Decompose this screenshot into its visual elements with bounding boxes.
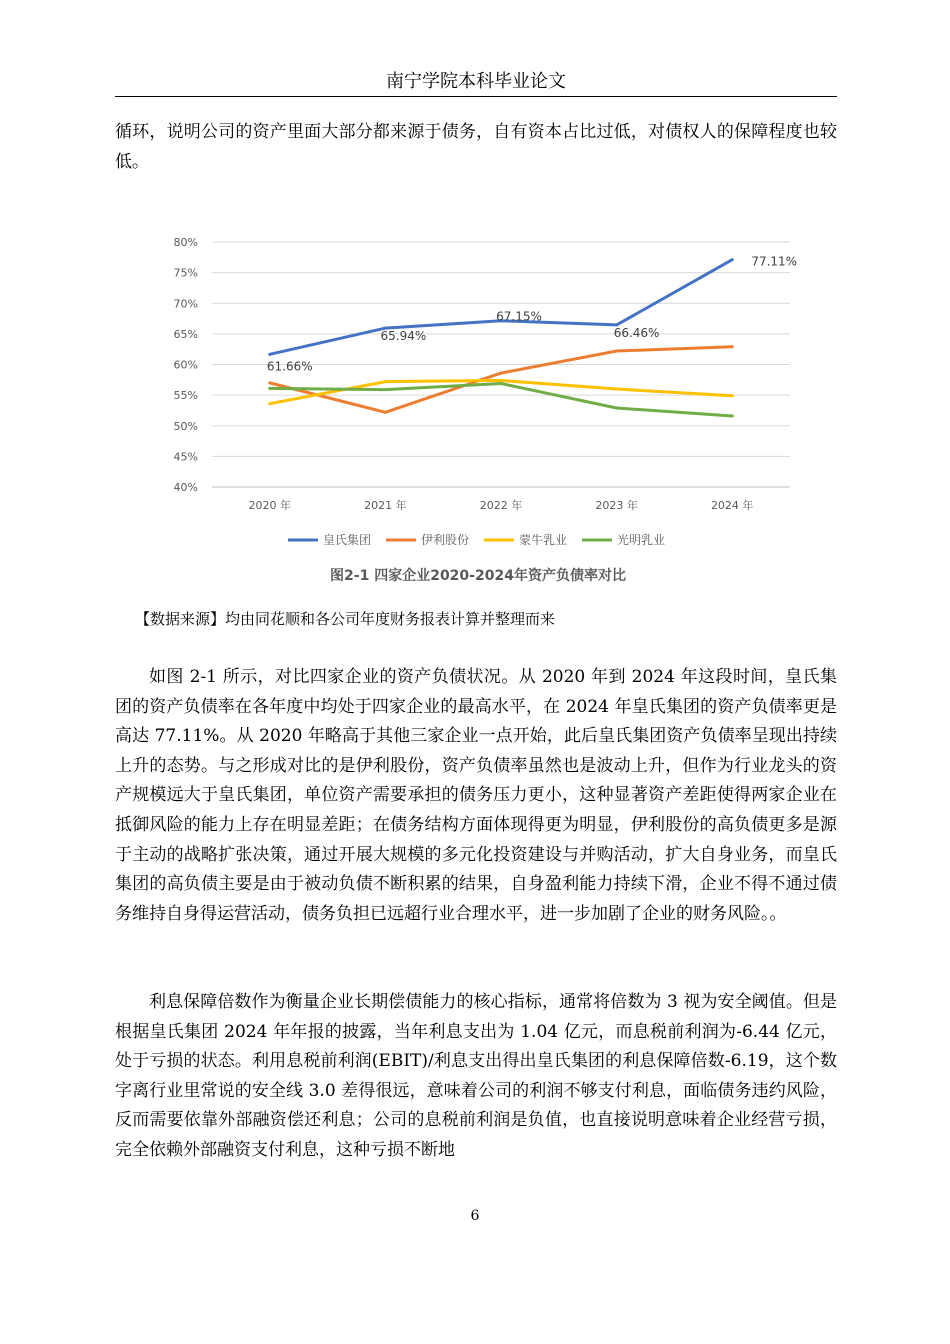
y-tick-label: 55% — [173, 389, 198, 403]
x-tick-label: 2022 年 — [479, 499, 523, 512]
paragraph-interest-coverage: 利息保障倍数作为衡量企业长期偿债能力的核心指标，通常将倍数为 3 视为安全阈值。但是根据皇氏集团 2024 年年报的披露，当年利息支出为 1.04 亿元，而息税前利润为-6.44 亿元，处于亏损的状态。利用息税前利润(EBIT)/利息支出得出皇氏集团的利息保障倍数-6.19，这个数字离行业里常说的安全线 3.0 差得很远，意味着公司的利润不够支付利息，面临债务违约风险，反而需要依靠外部融资偿还利息；公司的息税前利润是负值，也直接说明意味着企业经营亏损，完全依赖外部融资支付利息，这种亏损不断地 — [115, 992, 837, 1160]
data-point — [615, 406, 618, 409]
y-tick-label: 45% — [173, 450, 198, 464]
data-point — [500, 382, 503, 385]
x-tick-label: 2021 年 — [364, 499, 407, 512]
paragraph-intro: 循环，说明公司的资产里面大部分都来源于债务，自有资本占比过低，对债权人的保障程度也较低。 — [115, 122, 837, 172]
data-point — [268, 402, 271, 405]
chart-x-ticks — [249, 498, 754, 512]
chart-series — [268, 258, 733, 417]
legend-label: 蒙牛乳业 — [519, 533, 568, 547]
data-point — [268, 353, 271, 356]
data-point — [500, 372, 503, 375]
y-tick-label: 65% — [173, 327, 198, 341]
data-label: 65.94% — [380, 329, 427, 344]
y-tick-label: 50% — [173, 419, 198, 433]
chart-y-ticks — [174, 236, 198, 494]
legend-label: 伊利股份 — [421, 533, 470, 547]
legend-label: 光明乳业 — [617, 533, 666, 547]
data-point — [500, 379, 503, 382]
data-point — [615, 388, 618, 391]
data-label: 66.46% — [613, 325, 660, 340]
data-point — [384, 380, 387, 383]
data-point — [268, 381, 271, 384]
data-source-note: 【数据来源】均由同花顺和各公司年度财务报表计算并整理而来 — [135, 610, 556, 628]
data-point — [731, 258, 734, 261]
data-label: 77.11% — [751, 254, 798, 269]
data-point — [384, 388, 387, 391]
header-divider — [115, 96, 837, 97]
debt-ratio-line-chart — [160, 222, 820, 592]
x-tick-label: 2020 年 — [248, 499, 292, 512]
page-number: 6 — [470, 1208, 480, 1224]
y-tick-label: 40% — [173, 481, 198, 494]
x-tick-label: 2023 年 — [595, 499, 638, 512]
data-point — [268, 387, 271, 390]
chart-legend — [288, 532, 665, 547]
page-header-title: 南宁学院本科毕业论文 — [386, 71, 566, 92]
y-tick-label: 70% — [173, 297, 198, 311]
series-line — [270, 260, 732, 355]
data-point — [731, 394, 734, 397]
y-tick-label: 80% — [173, 236, 198, 249]
legend-label: 皇氏集团 — [323, 533, 372, 547]
chart-caption: 图2-1 四家企业2020-2024年资产负债率对比 — [330, 568, 626, 584]
data-point — [384, 411, 387, 414]
y-tick-label: 60% — [173, 358, 198, 372]
data-point — [615, 350, 618, 353]
data-label: 61.66% — [266, 359, 313, 374]
paragraph-analysis: 如图 2-1 所示，对比四家企业的资产负债状况。从 2020 年到 2024 年这段时间，皇氏集团的资产负债率在各年度中均处于四家企业的最高水平，在 2024 年皇氏集团的资产负债率更是高达 77.11%。从 2020 年略高于其他三家企业一点开始，此后皇氏集团资产负债率呈现出持续上升的态势。与之形成对比的是伊利股份，资产负债率虽然也是波动上升，但作为行业龙头的资产规模远大于皇氏集团，单位资产需要承担的债务压力更小，这种显著资产差距使得两家企业在抵御风险的能力上存在明显差距；在债务结构方面体现得更为明显，伊利股份的高负债更多是源于主动的战略扩张决策，通过开展大规模的多元化投资建设与并购活动，扩大自身业务，而皇氏集团的高负债主要是由于被动负债不断积累的结果，自身盈利能力持续下滑，企业不得不通过债务维持自身得运营活动，债务负担已远超行业合理水平，进一步加剧了企业的财务风险。。 — [115, 667, 837, 924]
data-point — [731, 414, 734, 417]
data-label: 67.15% — [496, 309, 542, 324]
data-point — [731, 345, 734, 348]
y-tick-label: 75% — [173, 266, 198, 280]
x-tick-label: 2024 年 — [710, 499, 754, 512]
